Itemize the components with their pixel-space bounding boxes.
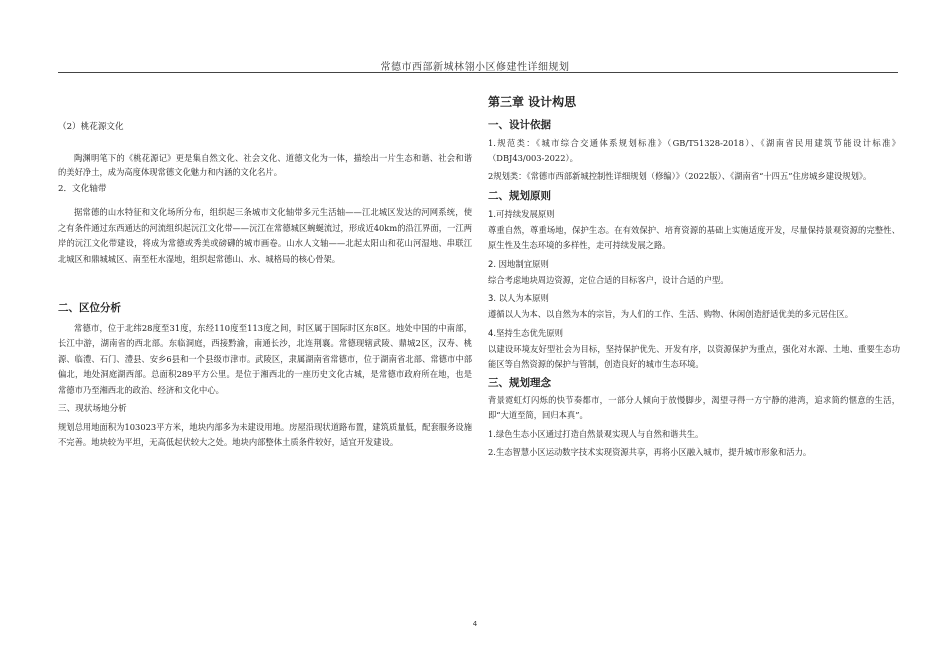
planning-principles-heading: 二、规划原则 xyxy=(488,190,551,202)
header-divider xyxy=(58,72,898,73)
left-column xyxy=(58,92,472,451)
principle-3-title: 3. 以人为本原则 xyxy=(488,293,549,304)
principle-3-text: 遵循以人为本、以自然为本的宗旨，为人们的工作、生活、购物、休闲创造舒适优美的多元居住区。 xyxy=(488,309,854,320)
design-basis-heading: 一、设计依据 xyxy=(488,119,551,131)
location-analysis-heading: 二、区位分析 xyxy=(58,302,121,315)
site-analysis-heading: 三、现状场地分析 xyxy=(58,404,127,415)
culture-axis-paragraph: 据常德的山水特征和文化场所分布，组织起三条城市文化轴带多元生活轴——江北城区发达的河网系统，使之有条件通过东西通达的河流组织起沅江文化带——沅江在常德城区蜿蜒流过，形成近40km的沿江界面，一江两岸的沅江文化带建设，将成为常德或秀美或磅礴的城市画卷。山水人文轴——北起太阳山和花山河湿地、串联江北城区和鼎城城区、南至枉水湿地，组织起常德山、水、城格局的核心骨架。 xyxy=(58,207,472,264)
location-analysis-paragraph: 常德市，位于北纬28度至31度，东经110度至113度之间，时区属于国际时区东8区。地处中国的中南部，长江中游，湖南省的西北部。东临洞庭，西接黔渝，南通长沙，北连荆襄。常德现辖武陵、鼎城2区，汉寿、桃源、临澧、石门、澧县、安乡6县和一个县级市津市。武陵区，隶属湖南省常德市，位于湖南省北部、常德市中部偏北，地处洞庭湖西部。总面积289平方公里。是位于湘西北的一座历史文化古城，是常德市政府所在地，也是常德市乃至湘西北的政治、经济和文化中心。 xyxy=(58,323,472,395)
planning-concept-item-2: 2.生态智慧小区运动数字技术实现资源共享，再将小区融入城市，提升城市形象和活力。 xyxy=(488,447,812,458)
planning-concept-heading: 三、规划理念 xyxy=(488,377,551,390)
principle-1-title: 1.可持续发展原则 xyxy=(488,209,555,219)
design-basis-item-2: 2规划类：《常德市西部新城控制性详细规划（修编）》（2022版）、《湖南省“十四五”住房城乡建设规划》。 xyxy=(488,171,872,181)
principle-2-title: 2. 因地制宜原则 xyxy=(488,259,549,269)
design-basis-item-1: 1.规范类：《城市综合交通体系规划标准》（GB/T51328-2018）、《湖南省民用建筑节能设计标准》（DBJ43/003-2022）。 xyxy=(488,138,900,163)
principle-1-text: 尊重自然，尊重场地，保护生态。在有效保护、培育资源的基础上实施适度开发，尽量保持景观资源的完整性、原生性及生态环境的多样性，走可持续发展之路。 xyxy=(488,225,900,250)
planning-concept-item-1: 1.绿色生态小区通过打造自然景观实现人与自然和谐共生。 xyxy=(488,429,704,440)
site-analysis-paragraph: 规划总用地面积为103023平方米，地块内部多为未建设用地。房屋沿现状道路布置，建筑质量低，配套服务设施不完善。地块较为平坦，无高低起伏较大之处。地块内部整体土质条件较好，适宜开发建设。 xyxy=(58,422,472,448)
peach-culture-heading: （2）桃花源文化 xyxy=(58,122,124,132)
planning-concept-intro: 背景霓虹灯闪烁的快节奏都市，一部分人倾向于放慢脚步，渴望寻得一方宁静的港湾，追求简约惬意的生活，即“大道至简，回归本真”。 xyxy=(488,395,900,421)
peach-culture-paragraph: 陶渊明笔下的《桃花源记》更是集自然文化、社会文化、道德文化为一体，描绘出一片生态和谐、社会和谐的美好净土，成为高度体现常德文化魅力和内涵的文化名片。 xyxy=(58,153,472,178)
page-header-title: 常德市西部新城林翎小区修建性详细规划 xyxy=(380,62,570,73)
principle-4-title: 4.坚持生态优先原则 xyxy=(488,328,563,339)
chapter-title: 第三章 设计构思 xyxy=(488,95,577,109)
principle-4-text: 以建设环境友好型社会为目标，坚持保护优先、开发有序，以资源保护为重点，强化对水源、土地、重要生态功能区等自然资源的保护与管制，创造良好的城市生态环境。 xyxy=(488,344,900,370)
right-column xyxy=(488,92,900,460)
page-number: 4 xyxy=(472,620,478,628)
principle-2-text: 综合考虑地块周边资源，定位合适的目标客户，设计合适的户型。 xyxy=(488,275,729,285)
culture-axis-heading: 2．文化轴带 xyxy=(58,184,107,195)
